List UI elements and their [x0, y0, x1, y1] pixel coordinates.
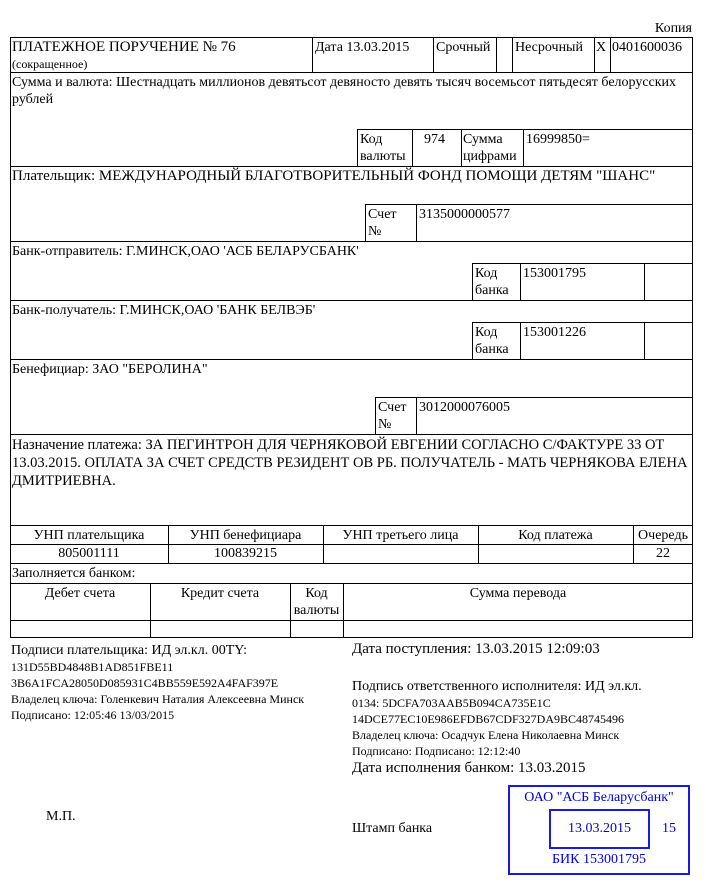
beneficiary-account-label: Счет № — [378, 400, 407, 432]
document-subtitle: (сокращенное) — [12, 57, 88, 71]
stamp-bik: БИК 153001795 — [552, 852, 646, 867]
currency-code: 974 — [424, 132, 445, 147]
copy-label: Копия — [654, 21, 692, 36]
payer-signature-block — [11, 642, 346, 723]
unp-beneficiary-header: УНП бенефициара — [189, 528, 302, 543]
stamp-number: 15 — [662, 821, 676, 836]
payer-name: Плательщик: МЕЖДУНАРОДНЫЙ БЛАГОТВОРИТЕЛЬНЫЙ ФОНД ПОМОЩИ ДЕТЯМ "ШАНС" — [12, 168, 656, 184]
officer-signed-time: Подписано: Подписано: 12:12:40 — [352, 744, 521, 758]
payer-signature-hash-1: 131D55BD4848B1AD851FBE11 — [11, 660, 174, 674]
document-title: ПЛАТЕЖНОЕ ПОРУЧЕНИЕ № 76 — [12, 39, 236, 55]
officer-signature-title: Подпись ответственного исполнителя: ИД эл.кл. — [352, 679, 642, 694]
bank-stamp-label: Штамп банка — [352, 821, 433, 836]
officer-signature-hash-2: 14DCE77EC10E986EFDB67CDF327DA9BC48745496 — [352, 712, 625, 726]
currency-code-header: Код валюты — [293, 586, 340, 618]
priority-value: 22 — [656, 546, 670, 561]
officer-key-owner: Владелец ключа: Осадчук Елена Николаевна Минск — [352, 728, 620, 742]
beneficiary-account: 3012000076005 — [419, 400, 510, 415]
payer-account-label: Счет № — [368, 207, 397, 239]
receiver-bank-code: 153001226 — [523, 325, 586, 340]
document-date: Дата 13.03.2015 — [315, 40, 410, 55]
amount-in-words: Сумма и валюта: Шестнадцать миллионов девятьсот девяносто девять тысяч восемьсот пятьдесят белорусских рублей — [12, 75, 677, 107]
stamp-date: 13.03.2015 — [568, 821, 631, 836]
officer-signature-hash-1: 0134: 5DCFA703AAB5B094CA735E1C — [352, 696, 551, 710]
payer-key-owner: Владелец ключа: Голенкевич Наталия Алексеевна Минск — [11, 692, 305, 706]
currency-code-label: Код валюты — [360, 132, 406, 164]
execution-date: Дата исполнения банком: 13.03.2015 — [352, 760, 586, 776]
payment-code-header: Код платежа — [518, 528, 593, 543]
form-code: 0401600036 — [612, 40, 682, 55]
unp-payer-value: 805001111 — [58, 546, 120, 561]
beneficiary-name: Бенефициар: ЗАО "БЕРОЛИНА" — [12, 362, 208, 377]
payer-signed-time: Подписано: 12:05:46 13/03/2015 — [11, 708, 175, 722]
nonurgent-label: Несрочный — [515, 40, 583, 55]
payment-purpose: Назначение платежа: ЗА ПЕГИНТРОН ДЛЯ ЧЕРНЯКОВОЙ ЕВГЕНИИ СОГЛАСНО С/ФАКТУРЕ 33 ОТ 13.03.2015. ОПЛАТА ЗА СЧЕТ СРЕДСТВ РЕЗИДЕНТ ОВ РБ. ПОЛУЧАТЕЛЬ - МАТЬ ЧЕРНЯКОВА ЕЛЕНА ДМИТРИЕВНА. — [12, 437, 688, 489]
transfer-amount-header: Сумма перевода — [469, 586, 567, 601]
seal-place-label: М.П. — [46, 809, 76, 824]
received-date: Дата поступления: 13.03.2015 12:09:03 — [352, 641, 600, 657]
debit-account-header: Дебет счета — [44, 586, 116, 601]
unp-payer-header: УНП плательщика — [33, 528, 145, 543]
unp-beneficiary-value: 100839215 — [214, 546, 277, 561]
unp-third-party-header: УНП третьего лица — [342, 528, 459, 543]
payer-signature-hash-2: 3B6A1FCA28050D085931C4BB559E592A4FAF397E — [11, 676, 279, 690]
receiver-bank: Банк-получатель: Г.МИНСК,ОАО 'БАНК БЕЛВЭБ' — [12, 303, 316, 318]
sum-digits: 16999850= — [526, 132, 590, 147]
stamp-bank-name: ОАО "АСБ Беларусбанк" — [524, 790, 674, 805]
priority-header: Очередь — [638, 528, 688, 543]
sender-bank: Банк-отправитель: Г.МИНСК,ОАО 'АСБ БЕЛАРУСБАНК' — [12, 244, 359, 259]
payer-signature-title: Подписи плательщика: ИД эл.кл. 00TY: — [11, 643, 247, 658]
credit-account-header: Кредит счета — [180, 586, 260, 601]
bank-fill-label: Заполняется банком: — [12, 566, 136, 581]
sum-digits-label: Сумма цифрами — [463, 132, 517, 164]
urgent-label: Срочный — [436, 40, 491, 55]
sender-bank-code: 153001795 — [523, 266, 586, 281]
nonurgent-mark: X — [596, 40, 607, 55]
receiver-bank-code-label: Код банка — [475, 325, 509, 357]
sender-bank-code-label: Код банка — [475, 266, 509, 298]
payer-account: 3135000000577 — [419, 207, 510, 222]
